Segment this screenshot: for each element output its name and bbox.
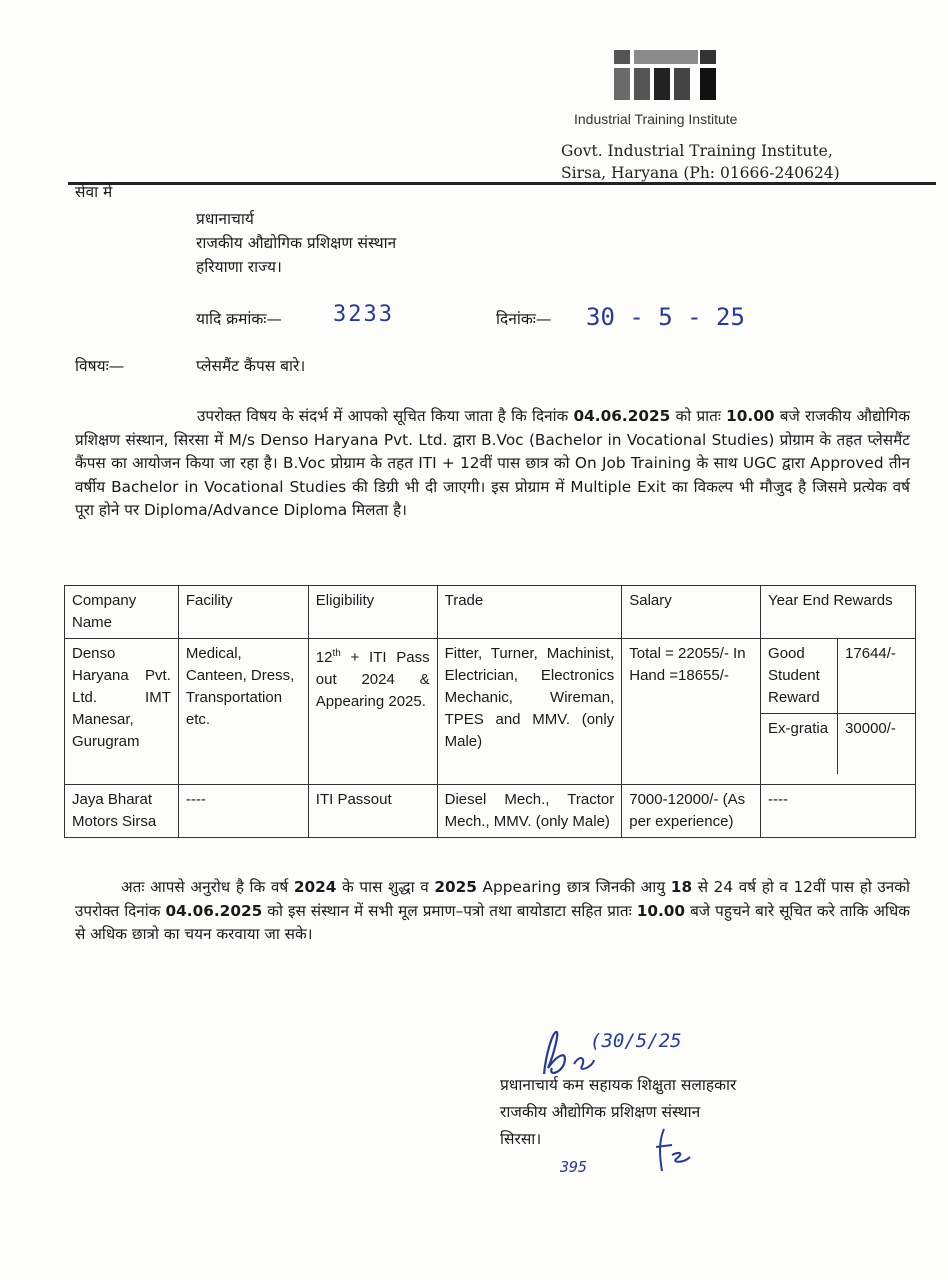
memo-date: 30 - 5 - 25 — [586, 303, 745, 331]
closing-text-b: के पास शुद्धा व — [336, 878, 435, 896]
cell-salary: 7000-12000/- (As per experience) — [622, 785, 761, 838]
body-text-c: बजे राजकीय औद्योगिक प्रशिक्षण संस्थान, सिरसा में M/s Denso Haryana Pvt. Ltd. द्वारा B.Voc (Bachelor in Vocational Studies) प्रोग्राम के तहत प्लेसमैंट कैंपस का आयोजन किया जा रहा है। B.Voc प्रोग्राम के तहत ITI + 12वीं पास छात्र को On Job Training के साथ UGC द्वारा Approved तीन वर्षीय Bachelor in Vocational Studies की डिग्री भी दी जाएगी। इस प्रोग्राम में Multiple Exit का विकल्प भी मौजुद है जिसमे प्रत्येक वर्ष पूरा होने पर Diploma/Advance Diploma मिलता है। — [75, 407, 910, 519]
reward-row — [761, 714, 915, 775]
table-row — [65, 785, 916, 838]
subject-text: प्लेसमैंट कैंपस बारे। — [196, 357, 306, 375]
col-header-trade: Trade — [437, 586, 622, 639]
reward-row — [761, 639, 915, 714]
signature-date: (30/5/25 — [590, 1030, 682, 1052]
body-text-a: उपरोक्त विषय के संदर्भ में आपको सूचित किया जाता है कि दिनांक — [197, 407, 574, 425]
logo-caption: Industrial Training Institute — [574, 111, 738, 127]
addressee — [196, 207, 396, 279]
addressee-line3: हरियाणा राज्य। — [196, 258, 282, 276]
table-header-row — [65, 586, 916, 639]
closing-date: 04.06.2025 — [165, 901, 263, 920]
event-date: 04.06.2025 — [573, 407, 671, 425]
event-time: 10.00 — [726, 407, 775, 425]
institute-name: Govt. Industrial Training Institute, — [561, 142, 833, 160]
cell-trade: Fitter, Turner, Machinist, Electrician, Electronics Mechanic, Wireman, TPES and MMV. (only Male) — [437, 639, 622, 785]
date-label: दिनांकः— — [496, 310, 552, 328]
reward1-label: Good Student Reward — [761, 639, 838, 714]
rewards-subtable — [761, 639, 915, 774]
col-header-eligibility: Eligibility — [308, 586, 437, 639]
reward2-label: Ex-gratia — [761, 714, 838, 775]
cell-facility: ---- — [178, 785, 308, 838]
cell-company: Jaya Bharat Motors Sirsa — [65, 785, 179, 838]
closing-text-a: अतः आपसे अनुरोध है कि वर्ष — [121, 878, 294, 896]
placement-table — [64, 585, 916, 838]
closing-text-c: Appearing छात्र जिनकी आयु — [476, 878, 671, 896]
reward1-value: 17644/- — [838, 639, 915, 714]
signatory-line3: सिरसा। — [500, 1130, 542, 1148]
closing-text-e: को इस संस्थान में सभी मूल प्रमाण–पत्रो तथा बायोडाटा सहित प्रातः — [262, 901, 637, 920]
institute-location: Sirsa, Haryana (Ph: 01666-240624) — [561, 164, 840, 182]
col-header-salary: Salary — [622, 586, 761, 639]
cell-salary: Total = 22055/- In Hand =18655/- — [622, 639, 761, 785]
body-paragraph — [75, 405, 910, 523]
signatory-line2: राजकीय औद्योगिक प्रशिक्षण संस्थान — [500, 1103, 701, 1121]
eligibility-class: 12 — [315, 649, 333, 666]
cell-eligibility: ITI Passout — [308, 785, 437, 838]
reward2-value: 30000/- — [845, 720, 896, 737]
to-label: सेवा में — [75, 183, 113, 201]
closing-text-f: बजे पहुचने बारे सूचित करे ताकि अधिक से अधिक छात्रो का चयन करवाया जा सके। — [75, 901, 910, 943]
cell-rewards: ---- — [761, 785, 916, 838]
signatory-line1: प्रधानाचार्य कम सहायक शिक्षुता सलाहकार — [500, 1076, 737, 1094]
cell-company: Denso Haryana Pvt. Ltd. IMT Manesar, Gurugram — [65, 639, 179, 785]
subject-label: विषयः— — [75, 357, 125, 375]
addressee-line2: राजकीय औद्योगिक प्रशिक्षण संस्थान — [196, 234, 397, 252]
cell-facility: Medical, Canteen, Dress, Transportation etc. — [178, 639, 308, 785]
col-header-facility: Facility — [178, 586, 308, 639]
addressee-line1: प्रधानाचार्य — [196, 210, 254, 228]
dispatch-number: 395 — [560, 1158, 588, 1176]
initials-signature — [650, 1125, 700, 1179]
memo-number: 3233 — [333, 302, 394, 327]
table-row — [65, 639, 916, 785]
col-header-rewards: Year End Rewards — [761, 586, 916, 639]
signatory — [500, 1072, 736, 1153]
pass-year: 2024 — [293, 878, 337, 896]
memo-label: यादि क्रमांकः— — [196, 310, 282, 328]
closing-text-d: से 24 वर्ष हो व 12वीं पास हो उनको उपरोक्त दिनांक — [75, 878, 910, 920]
closing-paragraph — [75, 876, 910, 947]
min-age: 18 — [670, 878, 693, 896]
body-text-b: को प्रातः — [670, 407, 727, 425]
institute-address — [561, 140, 840, 184]
eligibility-rest: + ITI Pass out 2024 & Appearing 2025. — [315, 649, 430, 710]
cell-eligibility — [308, 639, 437, 785]
closing-time: 10.00 — [636, 901, 686, 920]
cell-rewards — [761, 639, 916, 785]
cell-trade: Diesel Mech., Tractor Mech., MMV. (only Male) — [437, 785, 622, 838]
appearing-year: 2025 — [434, 878, 477, 896]
col-header-company: Company Name — [65, 586, 179, 639]
letterhead-divider — [68, 182, 936, 185]
iti-logo — [614, 48, 716, 102]
eligibility-sup: th — [332, 648, 341, 659]
